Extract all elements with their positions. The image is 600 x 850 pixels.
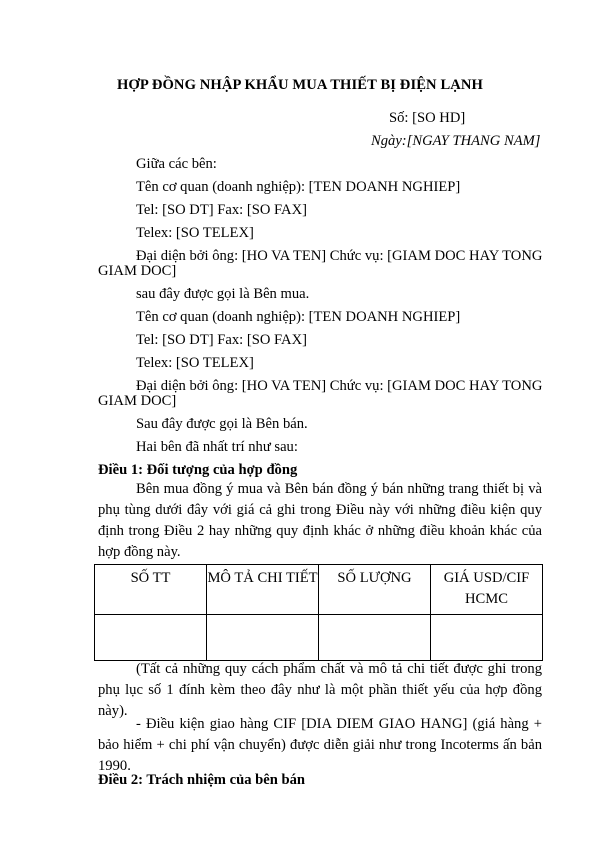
article-2-heading: Điều 2: Trách nhiệm của bên bán — [98, 772, 306, 788]
document-title: HỢP ĐỒNG NHẬP KHẨU MUA THIẾT BỊ ĐIỆN LẠNH — [116, 77, 484, 93]
article-1-body: Bên mua đồng ý mua và Bên bán đồng ý bán những trang thiết bị và phụ tùng dưới đây với giá cả ghi trong Điều này với những điều kiện quy định trong Điều 2 hay những quy định khác ở những điều khoản khác của hợp đồng này. — [98, 481, 542, 560]
header-price-line2: HCMC — [465, 591, 508, 607]
seller-org: Tên cơ quan (doanh nghiệp): [TEN DOANH NGHIEP] — [136, 309, 461, 325]
article-1-heading: Điều 1: Đối tượng của hợp đồng — [98, 462, 298, 478]
seller-designation: Sau đây được gọi là Bên bán. — [136, 416, 308, 432]
header-ordinal: SỐ TT — [95, 565, 207, 615]
delivery-terms-note: - Điều kiện giao hàng CIF [DIA DIEM GIAO HANG] (giá hàng + bảo hiểm + chi phí vận chuyển) được diễn giải như trong Incoterms ấn bản 1990. — [98, 716, 542, 774]
cell-description[interactable] — [207, 615, 319, 661]
header-price — [431, 565, 543, 615]
items-table — [94, 564, 543, 661]
buyer-designation: sau đây được gọi là Bên mua. — [136, 286, 310, 302]
seller-telex: Telex: [SO TELEX] — [136, 355, 254, 371]
agreement-intro: Hai bên đã nhất trí như sau: — [136, 439, 298, 455]
specs-note: (Tất cả những quy cách phẩm chất và mô tả chi tiết được ghi trong phụ lục số 1 đính kèm theo đây như là một phần thiết yếu của hợp đồng này). — [98, 661, 542, 719]
buyer-tel-fax: Tel: [SO DT] Fax: [SO FAX] — [136, 202, 307, 218]
header-price-line1: GIÁ USD/CIF — [443, 570, 530, 586]
cell-ordinal[interactable] — [95, 615, 207, 661]
cell-quantity[interactable] — [319, 615, 431, 661]
header-quantity: SỐ LƯỢNG — [319, 565, 431, 615]
buyer-org: Tên cơ quan (doanh nghiệp): [TEN DOANH NGHIEP] — [136, 179, 461, 195]
seller-representative-cont: GIAM DOC] — [98, 393, 177, 409]
contract-date: Ngày:[NGAY THANG NAM] — [371, 133, 541, 149]
buyer-telex: Telex: [SO TELEX] — [136, 225, 254, 241]
header-description: MÔ TẢ CHI TIẾT — [207, 565, 319, 615]
contract-number: Số: [SO HD] — [389, 110, 466, 126]
seller-representative: Đại diện bởi ông: [HO VA TEN] Chức vụ: [GIAM DOC HAY TONG — [136, 378, 543, 394]
cell-price[interactable] — [431, 615, 543, 661]
seller-tel-fax: Tel: [SO DT] Fax: [SO FAX] — [136, 332, 307, 348]
buyer-representative-cont: GIAM DOC] — [98, 263, 177, 279]
table-row — [95, 615, 543, 661]
parties-intro: Giữa các bên: — [136, 156, 217, 172]
items-table-header-row — [95, 565, 543, 615]
buyer-representative: Đại diện bởi ông: [HO VA TEN] Chức vụ: [GIAM DOC HAY TONG — [136, 248, 543, 264]
